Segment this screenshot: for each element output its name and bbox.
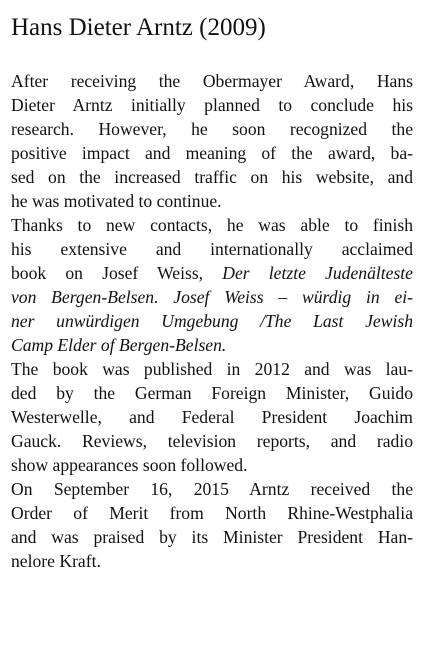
text-run: and was praised by its Minister President Han- (11, 527, 413, 547)
italic-run: Der letzte Judenälteste (222, 263, 413, 283)
text-line (11, 237, 413, 261)
text-run: book on Josef Weiss, (11, 263, 223, 283)
text-line (11, 477, 413, 501)
text-line (11, 309, 413, 333)
text-line (11, 501, 413, 525)
text-line (11, 357, 413, 381)
text-run: ded by the German Foreign Minister, Guido (11, 383, 413, 403)
text-line (11, 453, 413, 477)
text-run: Dieter Arntz initially planned to conclude his (11, 95, 413, 115)
text-line (11, 333, 413, 357)
text-run: Westerwelle, and Federal President Joachim (11, 407, 413, 427)
text-line (11, 549, 413, 573)
text-run: show appearances soon followed. (11, 455, 248, 475)
text-run: The book was published in 2012 and was lau- (11, 359, 413, 379)
text-run: research. However, he soon recognized the (11, 119, 413, 139)
text-line (11, 189, 413, 213)
italic-run: Camp Elder of Bergen-Belsen. (11, 335, 227, 355)
italic-run: ner unwürdigen Umgebung /The Last Jewish (11, 311, 413, 331)
text-run: After receiving the Obermayer Award, Hans (11, 71, 413, 91)
text-line (11, 165, 413, 189)
text-run: his extensive and internationally acclaimed (11, 239, 413, 259)
text-run: he was motivated to continue. (11, 191, 222, 211)
text-line (11, 69, 413, 93)
text-run: positive impact and meaning of the award, ba- (11, 143, 413, 163)
text-run: On September 16, 2015 Arntz received the (11, 479, 413, 499)
text-line (11, 141, 413, 165)
text-line (11, 525, 413, 549)
text-run: nelore Kraft. (11, 551, 101, 571)
text-line (11, 405, 413, 429)
text-run: Thanks to new contacts, he was able to finish (11, 215, 413, 235)
text-run: sed on the increased traffic on his website, and (11, 167, 413, 187)
text-line (11, 117, 413, 141)
text-line (11, 93, 413, 117)
page-title: Hans Dieter Arntz (2009) (11, 14, 266, 41)
text-line (11, 429, 413, 453)
text-run: Order of Merit from North Rhine-Westphalia (11, 503, 413, 523)
text-run: Gauck. Reviews, television reports, and radio (11, 431, 413, 451)
text-line (11, 381, 413, 405)
text-line (11, 285, 413, 309)
text-line (11, 261, 413, 285)
italic-run: von Bergen-Belsen. Josef Weiss – würdig in ei- (11, 287, 413, 307)
text-line (11, 213, 413, 237)
